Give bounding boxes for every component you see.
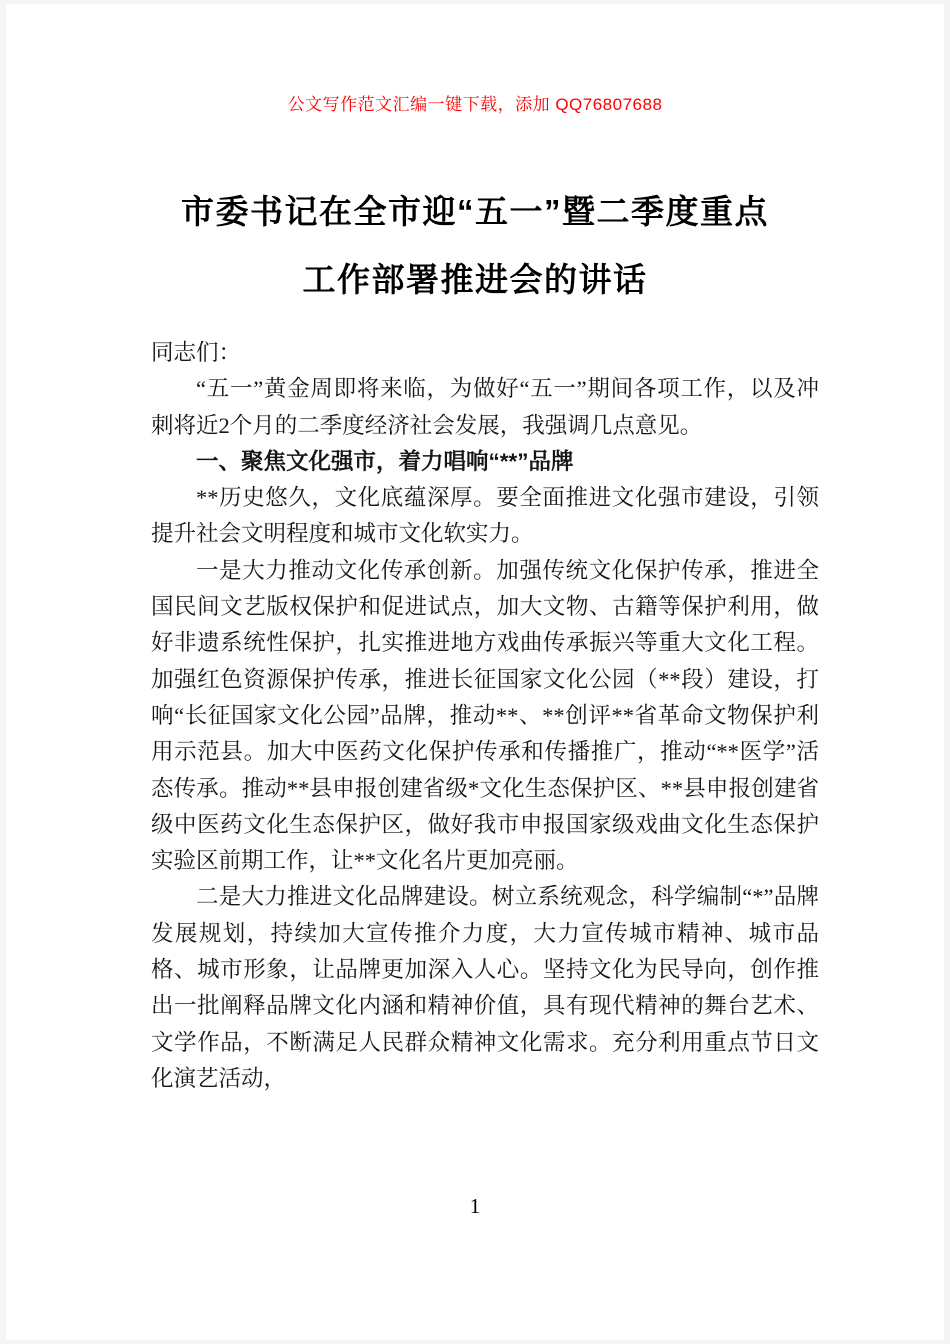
- paragraph-point-one: 一是大力推动文化传承创新。加强传统文化保护传承，推进全国民间文艺版权保护和促进试点，加大文物、古籍等保护利用，做好非遗系统性保护，扎实推进地方戏曲传承振兴等重大文化工程。加强红色资源保护传承，推进长征国家文化公园（**段）建设，打响“长征国家文化公园”品牌，推动**、**创评**省革命文物保护利用示范县。加大中医药文化保护传承和传播推广，推动“**医学”活态传承。推动**县申报创建省级*文化生态保护区、**县申报创建省级中医药文化生态保护区，做好我市申报国家级戏曲文化生态保护实验区前期工作，让**文化名片更加亮丽。: [151, 557, 819, 874]
- paragraph-section-heading: 一、聚焦文化强市，着力唱响“**”品牌: [196, 448, 574, 474]
- paragraph-section-lead: **历史悠久，文化底蕴深厚。要全面推进文化强市建设，引领提升社会文明程度和城市文化软实力。: [151, 485, 819, 547]
- paragraph-intro: “五一”黄金周即将来临，为做好“五一”期间各项工作，以及冲刺将近2个月的二季度经济社会发展，我强调几点意见。: [151, 376, 819, 438]
- document-title-line-1: 市委书记在全市迎“五一”暨二季度重点: [181, 193, 769, 230]
- paragraph-salutation: 同志们：: [151, 340, 242, 365]
- document-body: [151, 335, 819, 1097]
- document-title-line-2: 工作部署推进会的讲话: [302, 261, 648, 298]
- document-page: [6, 4, 944, 1340]
- document-title: [106, 178, 844, 314]
- paragraph-point-two: 二是大力推进文化品牌建设。树立系统观念，科学编制“*”品牌发展规划，持续加大宣传推介力度，大力宣传城市精神、城市品格、城市形象，让品牌更加深入人心。坚持文化为民导向，创作推出一批阐释品牌文化内涵和精神价值，具有现代精神的舞台艺术、文学作品，不断满足人民群众精神文化需求。充分利用重点节日文化演艺活动，: [151, 884, 819, 1091]
- page-number: 1: [469, 1194, 481, 1218]
- promo-header-text: 公文写作范文汇编一键下载，添加 QQ76807688: [287, 95, 663, 114]
